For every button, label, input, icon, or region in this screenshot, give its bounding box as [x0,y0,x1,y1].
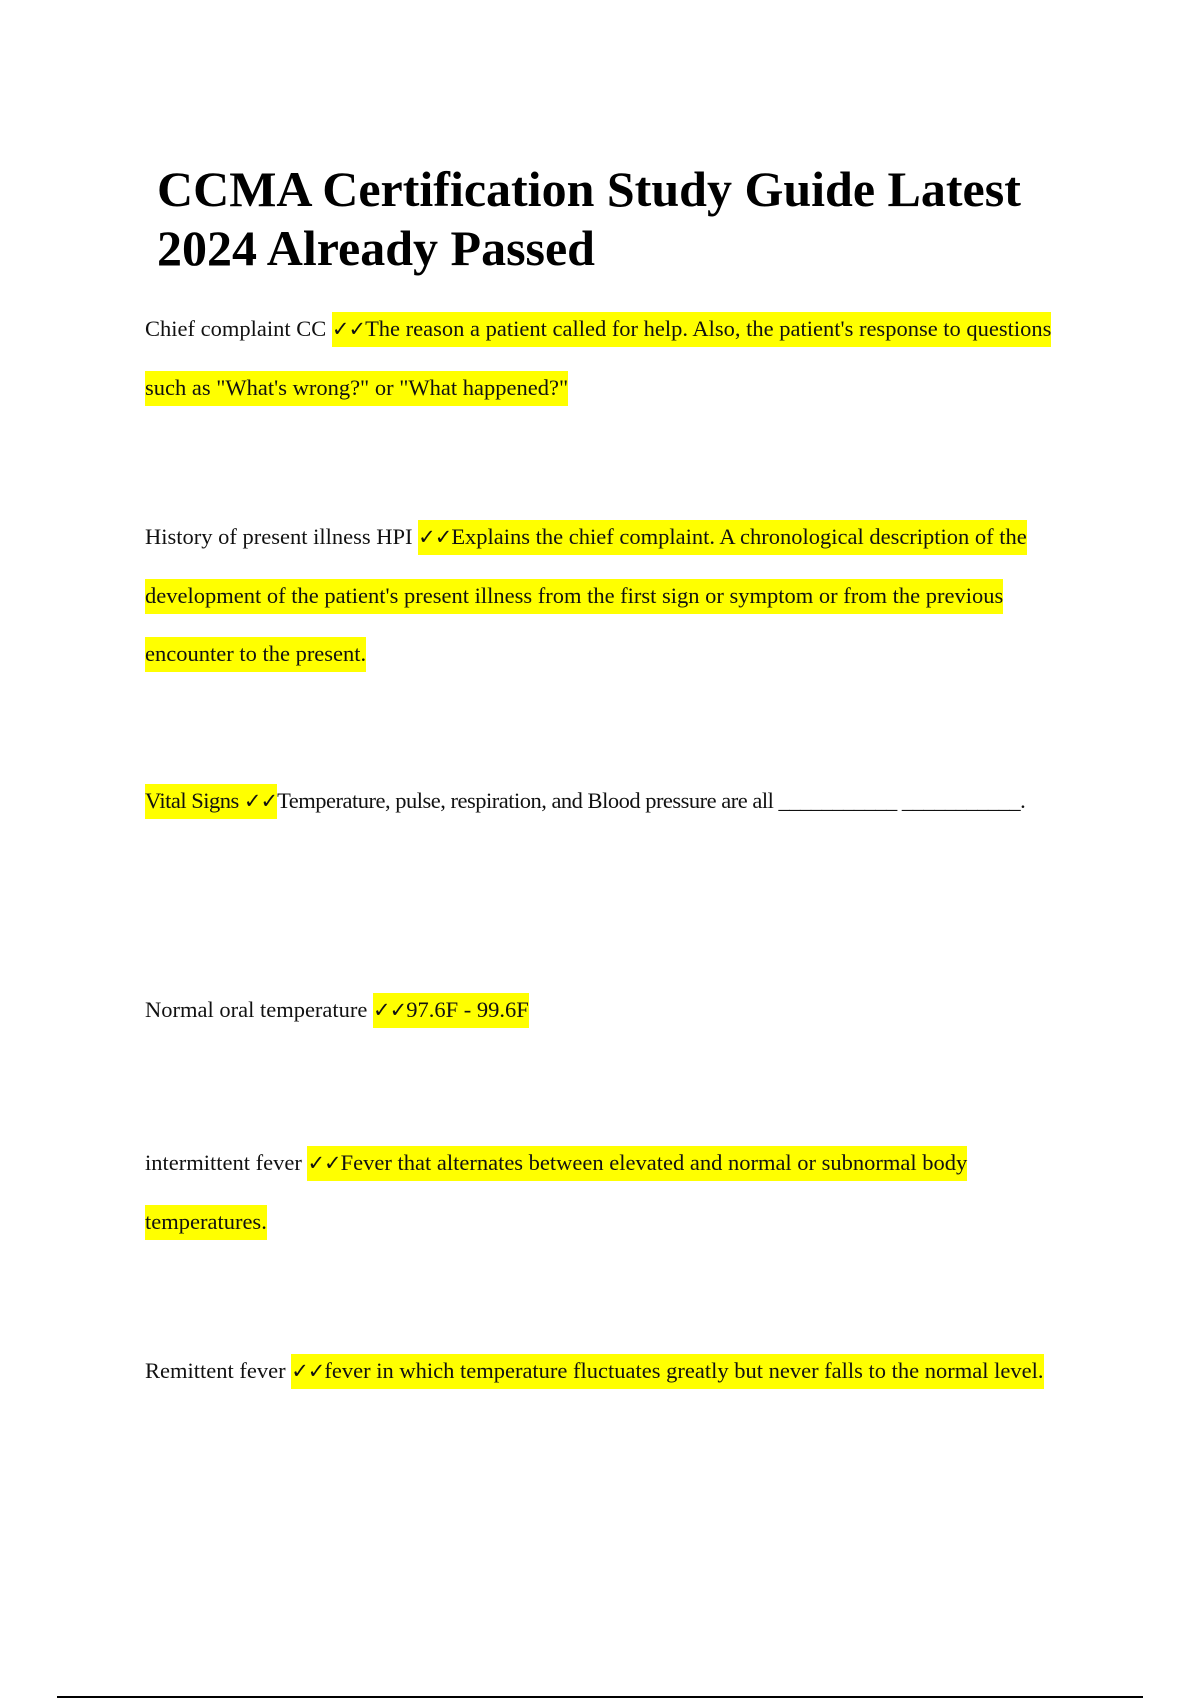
entry-remittent-fever [145,1342,1085,1401]
double-check-icon: ✓✓ [373,998,407,1022]
double-check-icon: ✓✓ [243,789,278,813]
page-title: CCMA Certification Study Guide Latest 2024 Already Passed [157,161,1021,276]
entry-term: Remittent fever [145,1358,292,1383]
entry-definition: Temperature, pulse, respiration, and Blood pressure are all ___________ ___________. [277,788,1026,813]
entry-highlight [373,993,529,1028]
entry-vital-signs [145,772,1085,831]
double-check-icon: ✓✓ [418,525,452,549]
entry-history-present-illness [145,508,1085,684]
footer-divider [57,1696,1143,1698]
double-check-icon: ✓✓ [307,1151,341,1175]
entry-chief-complaint [145,300,1085,417]
entry-term: Normal oral temperature [145,997,374,1022]
entry-definition: fever in which temperature fluctuates greatly but never falls to the normal level. [324,1358,1044,1383]
entry-highlight [145,784,277,819]
entry-normal-oral-temperature [145,981,1085,1040]
entry-term: intermittent fever [145,1150,308,1175]
double-check-icon: ✓✓ [291,1359,325,1383]
entry-definition: The reason a patient called for help. Also, the patient's response to questions such as "What's wrong?" or "What happened?" [145,316,1052,400]
entry-definition: Fever that alternates between elevated and normal or subnormal body temperatures. [145,1150,968,1234]
entry-definition: 97.6F - 99.6F [406,997,529,1022]
entry-term: Vital Signs [145,788,244,813]
entry-term: History of present illness HPI [145,524,419,549]
double-check-icon: ✓✓ [331,317,366,341]
entry-intermittent-fever [145,1134,1085,1251]
entry-term: Chief complaint CC [145,316,332,341]
entry-definition: Explains the chief complaint. A chronological description of the development of the patient's present illness from the first sign or symptom or from the previous encounter to the present. [145,524,1027,666]
entry-highlight [291,1354,1043,1389]
